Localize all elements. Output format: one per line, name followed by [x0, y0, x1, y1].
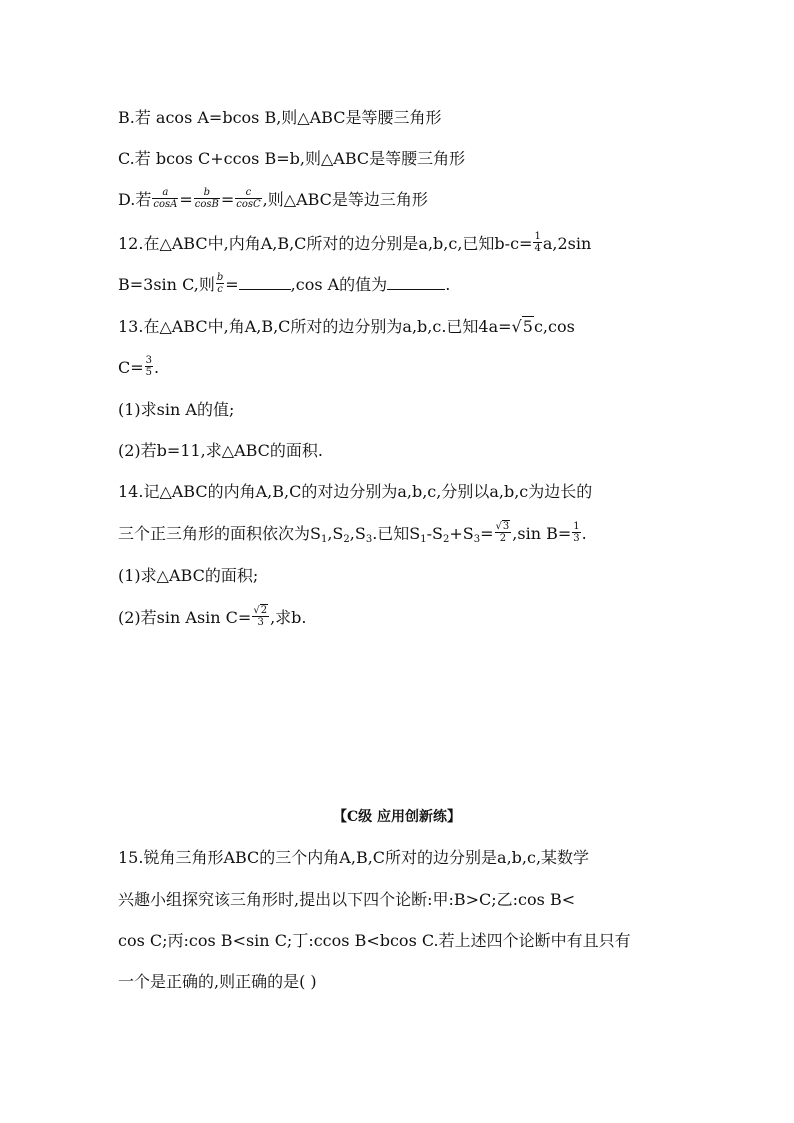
radicand: 5 — [522, 317, 533, 336]
frac-num: b — [216, 272, 224, 283]
q13-line-1 — [118, 317, 684, 337]
q12-tail: a,2sin — [542, 234, 592, 253]
q15-line-2: 兴趣小组探究该三角形时,提出以下四个论断:甲:B>C;乙:cos B< — [118, 890, 576, 909]
q14-part-1: (1)求△ABC的面积; — [118, 566, 259, 585]
equals-sign: = — [480, 524, 494, 543]
frac-den: 3 — [573, 533, 580, 544]
section-c-title: 【C级 应用创新练】 — [332, 809, 462, 825]
answer-blank-1 — [239, 275, 291, 290]
sep: ,S — [349, 524, 366, 543]
frac-den: 3 — [252, 616, 269, 628]
q12-line-2 — [118, 274, 684, 297]
q15-line-1: 15.锐角三角形ABC的三个内角A,B,C所对的边分别是a,b,c,某数学 — [118, 848, 590, 867]
op: -S — [426, 524, 443, 543]
frac-num: c — [245, 187, 252, 198]
q13-line-2 — [118, 357, 684, 380]
q12-text-2b: = — [225, 275, 239, 294]
subscript: 2 — [343, 534, 350, 545]
q14-text-2a: 三个正三角形的面积依次为S — [118, 524, 321, 543]
q14-part2-a: (2)若sin Asin C= — [118, 608, 252, 627]
q13-tail: c,cos — [533, 317, 575, 336]
equals-sign: = — [220, 190, 235, 209]
frac-den: 2 — [495, 532, 512, 544]
radical-sign: √ — [511, 317, 522, 336]
frac-den: c — [217, 284, 223, 295]
q12-text-2c: ,cos A的值为 — [290, 275, 388, 294]
q14-line-1: 14.记△ABC的内角A,B,C的对边分别为a,b,c,分别以a,b,c为边长的 — [118, 482, 593, 501]
q14-text-2b: .已知S — [372, 524, 421, 543]
q14-part-2 — [118, 607, 684, 630]
fraction-sqrt2-over-3 — [252, 605, 269, 628]
frac-den: cosA — [153, 199, 178, 210]
q11-d-suffix: ,则△ABC是等边三角形 — [262, 190, 428, 209]
q14-text-2d: . — [581, 524, 587, 543]
frac-num: 1 — [573, 521, 580, 532]
q15-line-4: 一个是正确的,则正确的是( ) — [118, 972, 317, 991]
q11-option-b: B.若 acos A=bcos B,则△ABC是等腰三角形 — [118, 108, 442, 127]
q14-text-2c: ,sin B= — [512, 524, 572, 543]
frac-num: 1 — [534, 231, 541, 242]
q13-part-1: (1)求sin A的值; — [118, 400, 235, 419]
frac-num — [495, 521, 512, 532]
fraction-three-fifths — [145, 355, 153, 378]
subscript: 2 — [443, 534, 450, 545]
q13-text-2b: . — [154, 358, 160, 377]
frac-num: a — [162, 187, 169, 198]
equals-sign: = — [179, 190, 193, 209]
fraction-b-over-c — [216, 272, 224, 295]
q12-text-2a: B=3sin C,则 — [118, 275, 215, 294]
subscript: 1 — [320, 534, 328, 545]
op: +S — [449, 524, 474, 543]
fraction-sqrt3-over-2 — [495, 521, 512, 544]
radicand: 3 — [502, 521, 510, 532]
subscript: 3 — [365, 534, 373, 545]
frac-num: b — [203, 187, 210, 198]
frac-den: 5 — [145, 367, 153, 378]
fraction-b-over-cosb — [194, 187, 220, 210]
q13-text: 13.在△ABC中,角A,B,C所对的边分别为a,b,c.已知4a= — [118, 317, 512, 336]
q11-option-d — [118, 189, 684, 212]
q12-text-2d: . — [445, 275, 451, 294]
radicand: 2 — [260, 605, 268, 616]
subscript: 3 — [473, 534, 481, 545]
q13-part-2: (2)若b=11,求△ABC的面积. — [118, 441, 324, 460]
answer-blank-2 — [387, 275, 445, 290]
q14-line-2 — [118, 523, 684, 546]
q14-part2-b: ,求b. — [270, 608, 307, 627]
sqrt-5 — [512, 317, 534, 337]
frac-num: 3 — [145, 355, 153, 366]
sep: ,S — [327, 524, 344, 543]
q11-option-c: C.若 bcos C+ccos B=b,则△ABC是等腰三角形 — [118, 149, 466, 168]
subscript: 1 — [420, 534, 427, 545]
frac-den: cosB — [194, 199, 219, 210]
q11-d-prefix: D.若 — [118, 190, 152, 209]
q13-text-2a: C= — [118, 358, 144, 377]
frac-den: 4 — [534, 243, 541, 254]
radical-sign: √ — [495, 521, 502, 532]
q12-text: 12.在△ABC中,内角A,B,C所对的边分别是a,b,c,已知b-c= — [118, 234, 533, 253]
q15-line-3: cos C;丙:cos B<sin C;丁:ccos B<bcos C.若上述四个论断中有且只有 — [118, 931, 631, 950]
radical-sign: √ — [253, 605, 260, 616]
fraction-a-over-cosa — [152, 187, 178, 210]
frac-num — [252, 605, 269, 616]
fraction-one-quarter — [533, 231, 541, 254]
q12-line-1 — [118, 233, 684, 256]
frac-den: cosC — [236, 199, 261, 210]
fraction-one-third — [572, 521, 580, 544]
fraction-c-over-cosc — [235, 187, 261, 210]
